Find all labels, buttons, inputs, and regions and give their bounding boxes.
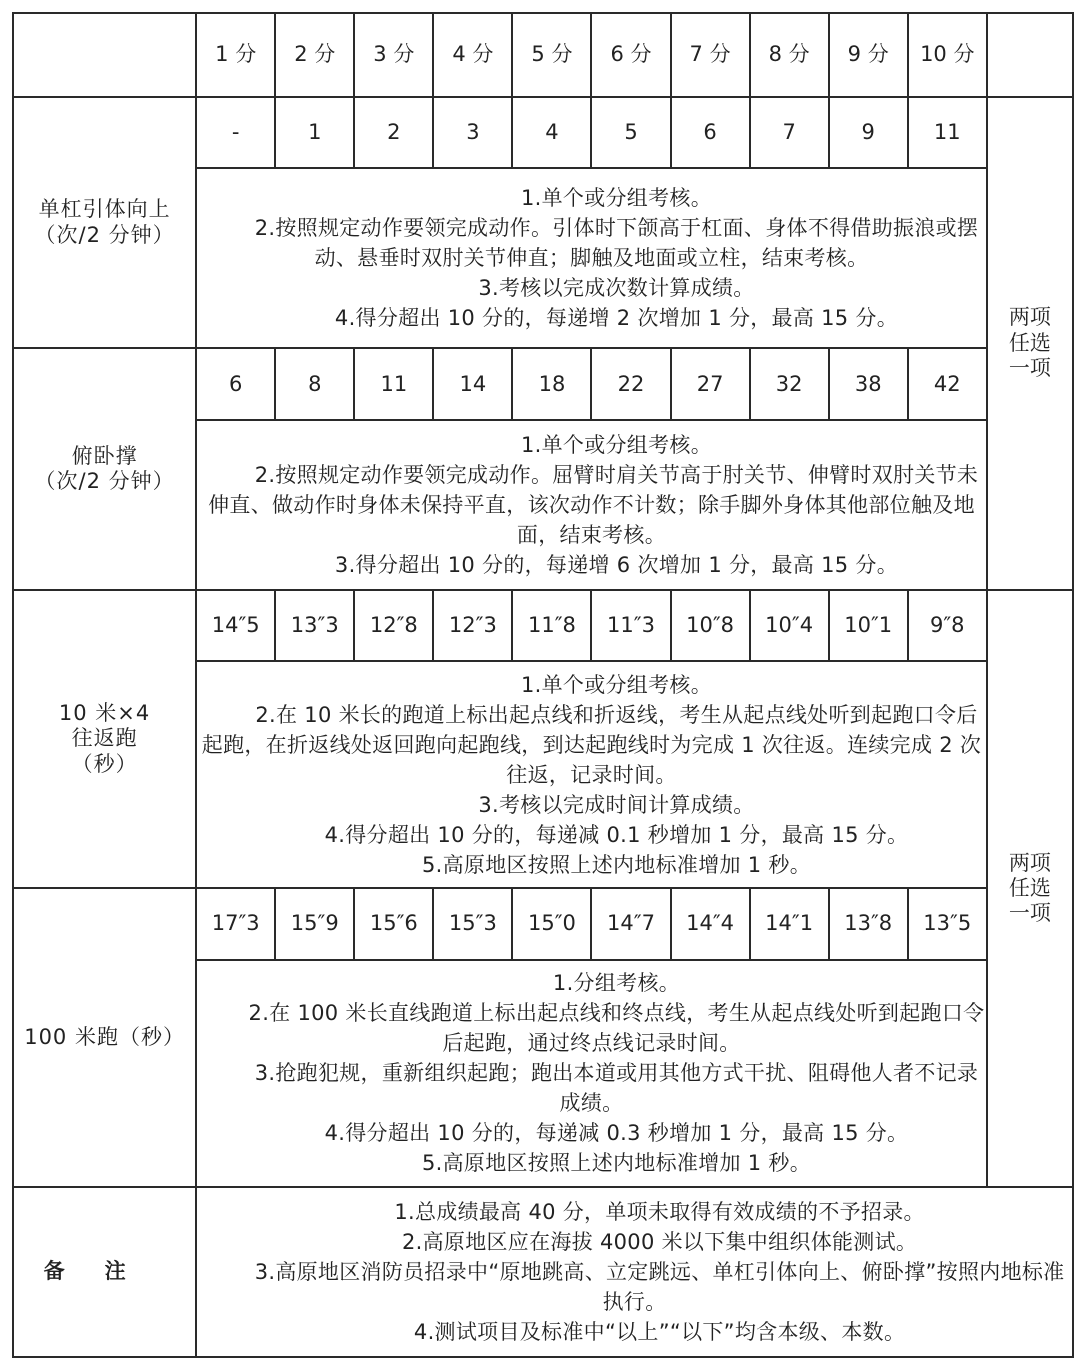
item-name-line: 10 米×4 xyxy=(58,701,151,726)
group2-select-cell xyxy=(987,590,1073,1188)
score-header: 5 分 xyxy=(512,13,591,97)
header-last-cell xyxy=(987,13,1073,97)
select-text: 一项 xyxy=(1008,900,1051,925)
pushup-score-row xyxy=(13,348,1073,419)
score-header: 10 分 xyxy=(908,13,987,97)
shuttle-value: 9″8 xyxy=(908,590,987,661)
pushup-value: 38 xyxy=(829,348,908,419)
item-name-line: 100 米跑（秒） xyxy=(24,1025,185,1050)
sprint-value: 13″8 xyxy=(829,888,908,959)
item-name-line: 往返跑 xyxy=(71,726,138,751)
note-line: 4.得分超出 10 分的，每递减 0.1 秒增加 1 分，最高 15 分。 xyxy=(324,822,909,847)
shuttle-item-name xyxy=(13,590,196,889)
fitness-standards-table xyxy=(12,12,1074,1358)
shuttle-value: 12″3 xyxy=(433,590,512,661)
pullup-value: 9 xyxy=(829,97,908,168)
pullup-value: 11 xyxy=(908,97,987,168)
note-line: 3.高原地区消防员招录中“原地跳高、立定跳远、单杠引体向上、俯卧撑”按照内地标准执行。 xyxy=(254,1260,1065,1315)
corner-cell xyxy=(13,13,196,97)
pullup-value: 5 xyxy=(591,97,670,168)
group1-select-cell xyxy=(987,97,1073,590)
shuttle-score-row xyxy=(13,590,1073,661)
note-line: 1.单个或分组考核。 xyxy=(520,186,712,211)
item-name-line: 俯卧撑 xyxy=(71,443,138,468)
score-header: 2 分 xyxy=(275,13,354,97)
remarks-notes xyxy=(196,1187,1073,1357)
sprint-value: 14″7 xyxy=(591,888,670,959)
score-header: 7 分 xyxy=(671,13,750,97)
shuttle-value: 10″1 xyxy=(829,590,908,661)
item-name-unit: （秒） xyxy=(71,751,138,776)
header-row xyxy=(13,13,1073,97)
pullup-value: 1 xyxy=(275,97,354,168)
pushup-value: 18 xyxy=(512,348,591,419)
sprint-value: 15″6 xyxy=(354,888,433,959)
pullup-value: 2 xyxy=(354,97,433,168)
note-line: 1.分组考核。 xyxy=(552,971,681,996)
sprint-value: 13″5 xyxy=(908,888,987,959)
sprint-score-row xyxy=(13,888,1073,959)
sprint-value: 17″3 xyxy=(196,888,275,959)
score-header: 6 分 xyxy=(591,13,670,97)
score-header: 9 分 xyxy=(829,13,908,97)
sprint-item-name xyxy=(13,888,196,1187)
note-line: 4.得分超出 10 分的，每递增 2 次增加 1 分，最高 15 分。 xyxy=(334,306,899,331)
note-line: 5.高原地区按照上述内地标准增加 1 秒。 xyxy=(421,1151,811,1176)
note-line: 2.在 100 米长直线跑道上标出起点线和终点线，考生从起点线处听到起跑口令后起跑，通过终点线记录时间。 xyxy=(248,1001,985,1056)
note-line: 3.考核以完成次数计算成绩。 xyxy=(478,276,755,301)
score-header: 3 分 xyxy=(354,13,433,97)
pullup-item-name xyxy=(13,97,196,349)
sprint-value: 15″3 xyxy=(433,888,512,959)
note-line: 5.高原地区按照上述内地标准增加 1 秒。 xyxy=(421,852,811,877)
item-name-unit: （次/2 分钟） xyxy=(34,469,175,493)
remarks-row xyxy=(13,1187,1073,1357)
score-header: 1 分 xyxy=(196,13,275,97)
pushup-item-name xyxy=(13,348,196,589)
remarks-label: 备注 xyxy=(13,1187,196,1357)
note-line: 2.按照规定动作要领完成动作。引体时下颌高于杠面、身体不得借助振浪或摆动、悬垂时双肘关节伸直；脚触及地面或立柱，结束考核。 xyxy=(254,216,979,271)
select-text: 两项 xyxy=(1008,305,1051,330)
sprint-value: 14″4 xyxy=(671,888,750,959)
pushup-value: 11 xyxy=(354,348,433,419)
sprint-value: 15″9 xyxy=(275,888,354,959)
select-text: 任选 xyxy=(1008,330,1051,355)
pushup-value: 8 xyxy=(275,348,354,419)
select-text: 一项 xyxy=(1008,355,1051,380)
pushup-value: 42 xyxy=(908,348,987,419)
note-line: 3.考核以完成时间计算成绩。 xyxy=(478,792,755,817)
note-line: 1.单个或分组考核。 xyxy=(520,432,712,457)
note-line: 2.按照规定动作要领完成动作。屈臂时肩关节高于肘关节、伸臂时双肘关节未伸直、做动作时身体未保持平直，该次动作不计数；除手脚外身体其他部位触及地面，结束考核。 xyxy=(208,462,979,547)
pushup-value: 32 xyxy=(750,348,829,419)
note-line: 4.得分超出 10 分的，每递减 0.3 秒增加 1 分，最高 15 分。 xyxy=(324,1121,909,1146)
shuttle-value: 10″4 xyxy=(750,590,829,661)
note-line: 1.单个或分组考核。 xyxy=(520,672,712,697)
item-name-unit: （次/2 分钟） xyxy=(34,222,175,247)
note-line: 2.在 10 米长的跑道上标出起点线和折返线，考生从起点线处听到起跑口令后起跑，在折返线处返回跑向起跑线，到达起跑线时为完成 1 次往返。连续完成 2 次往返，记录时间。 xyxy=(201,702,982,787)
shuttle-value: 11″8 xyxy=(512,590,591,661)
score-header: 8 分 xyxy=(750,13,829,97)
note-line: 1.总成绩最高 40 分，单项未取得有效成绩的不予招录。 xyxy=(394,1200,925,1225)
sprint-value: 15″0 xyxy=(512,888,591,959)
note-line: 2.高原地区应在海拔 4000 米以下集中组织体能测试。 xyxy=(401,1230,918,1255)
note-line: 3.得分超出 10 分的，每递增 6 次增加 1 分，最高 15 分。 xyxy=(334,552,899,577)
pullup-score-row xyxy=(13,97,1073,168)
score-header: 4 分 xyxy=(433,13,512,97)
shuttle-value: 12″8 xyxy=(354,590,433,661)
note-line: 3.抢跑犯规，重新组织起跑；跑出本道或用其他方式干扰、阻碍他人者不记录成绩。 xyxy=(254,1061,979,1116)
shuttle-value: 14″5 xyxy=(196,590,275,661)
shuttle-value: 13″3 xyxy=(275,590,354,661)
pullup-value: 7 xyxy=(750,97,829,168)
select-text: 两项 xyxy=(1008,850,1051,875)
pushup-value: 27 xyxy=(671,348,750,419)
pushup-value: 14 xyxy=(433,348,512,419)
shuttle-value: 11″3 xyxy=(591,590,670,661)
note-line: 4.测试项目及标准中“以上”“以下”均含本级、本数。 xyxy=(413,1320,906,1345)
pullup-value: 3 xyxy=(433,97,512,168)
pushup-notes xyxy=(196,420,987,590)
pullup-value: 6 xyxy=(671,97,750,168)
item-name-line: 单杠引体向上 xyxy=(38,197,171,222)
select-text: 任选 xyxy=(1008,875,1051,900)
sprint-notes xyxy=(196,960,987,1187)
shuttle-value: 10″8 xyxy=(671,590,750,661)
pushup-value: 22 xyxy=(591,348,670,419)
pushup-value: 6 xyxy=(196,348,275,419)
pullup-value: 4 xyxy=(512,97,591,168)
sprint-value: 14″1 xyxy=(750,888,829,959)
pullup-notes xyxy=(196,168,987,348)
pullup-value: - xyxy=(196,97,275,168)
shuttle-notes xyxy=(196,661,987,888)
